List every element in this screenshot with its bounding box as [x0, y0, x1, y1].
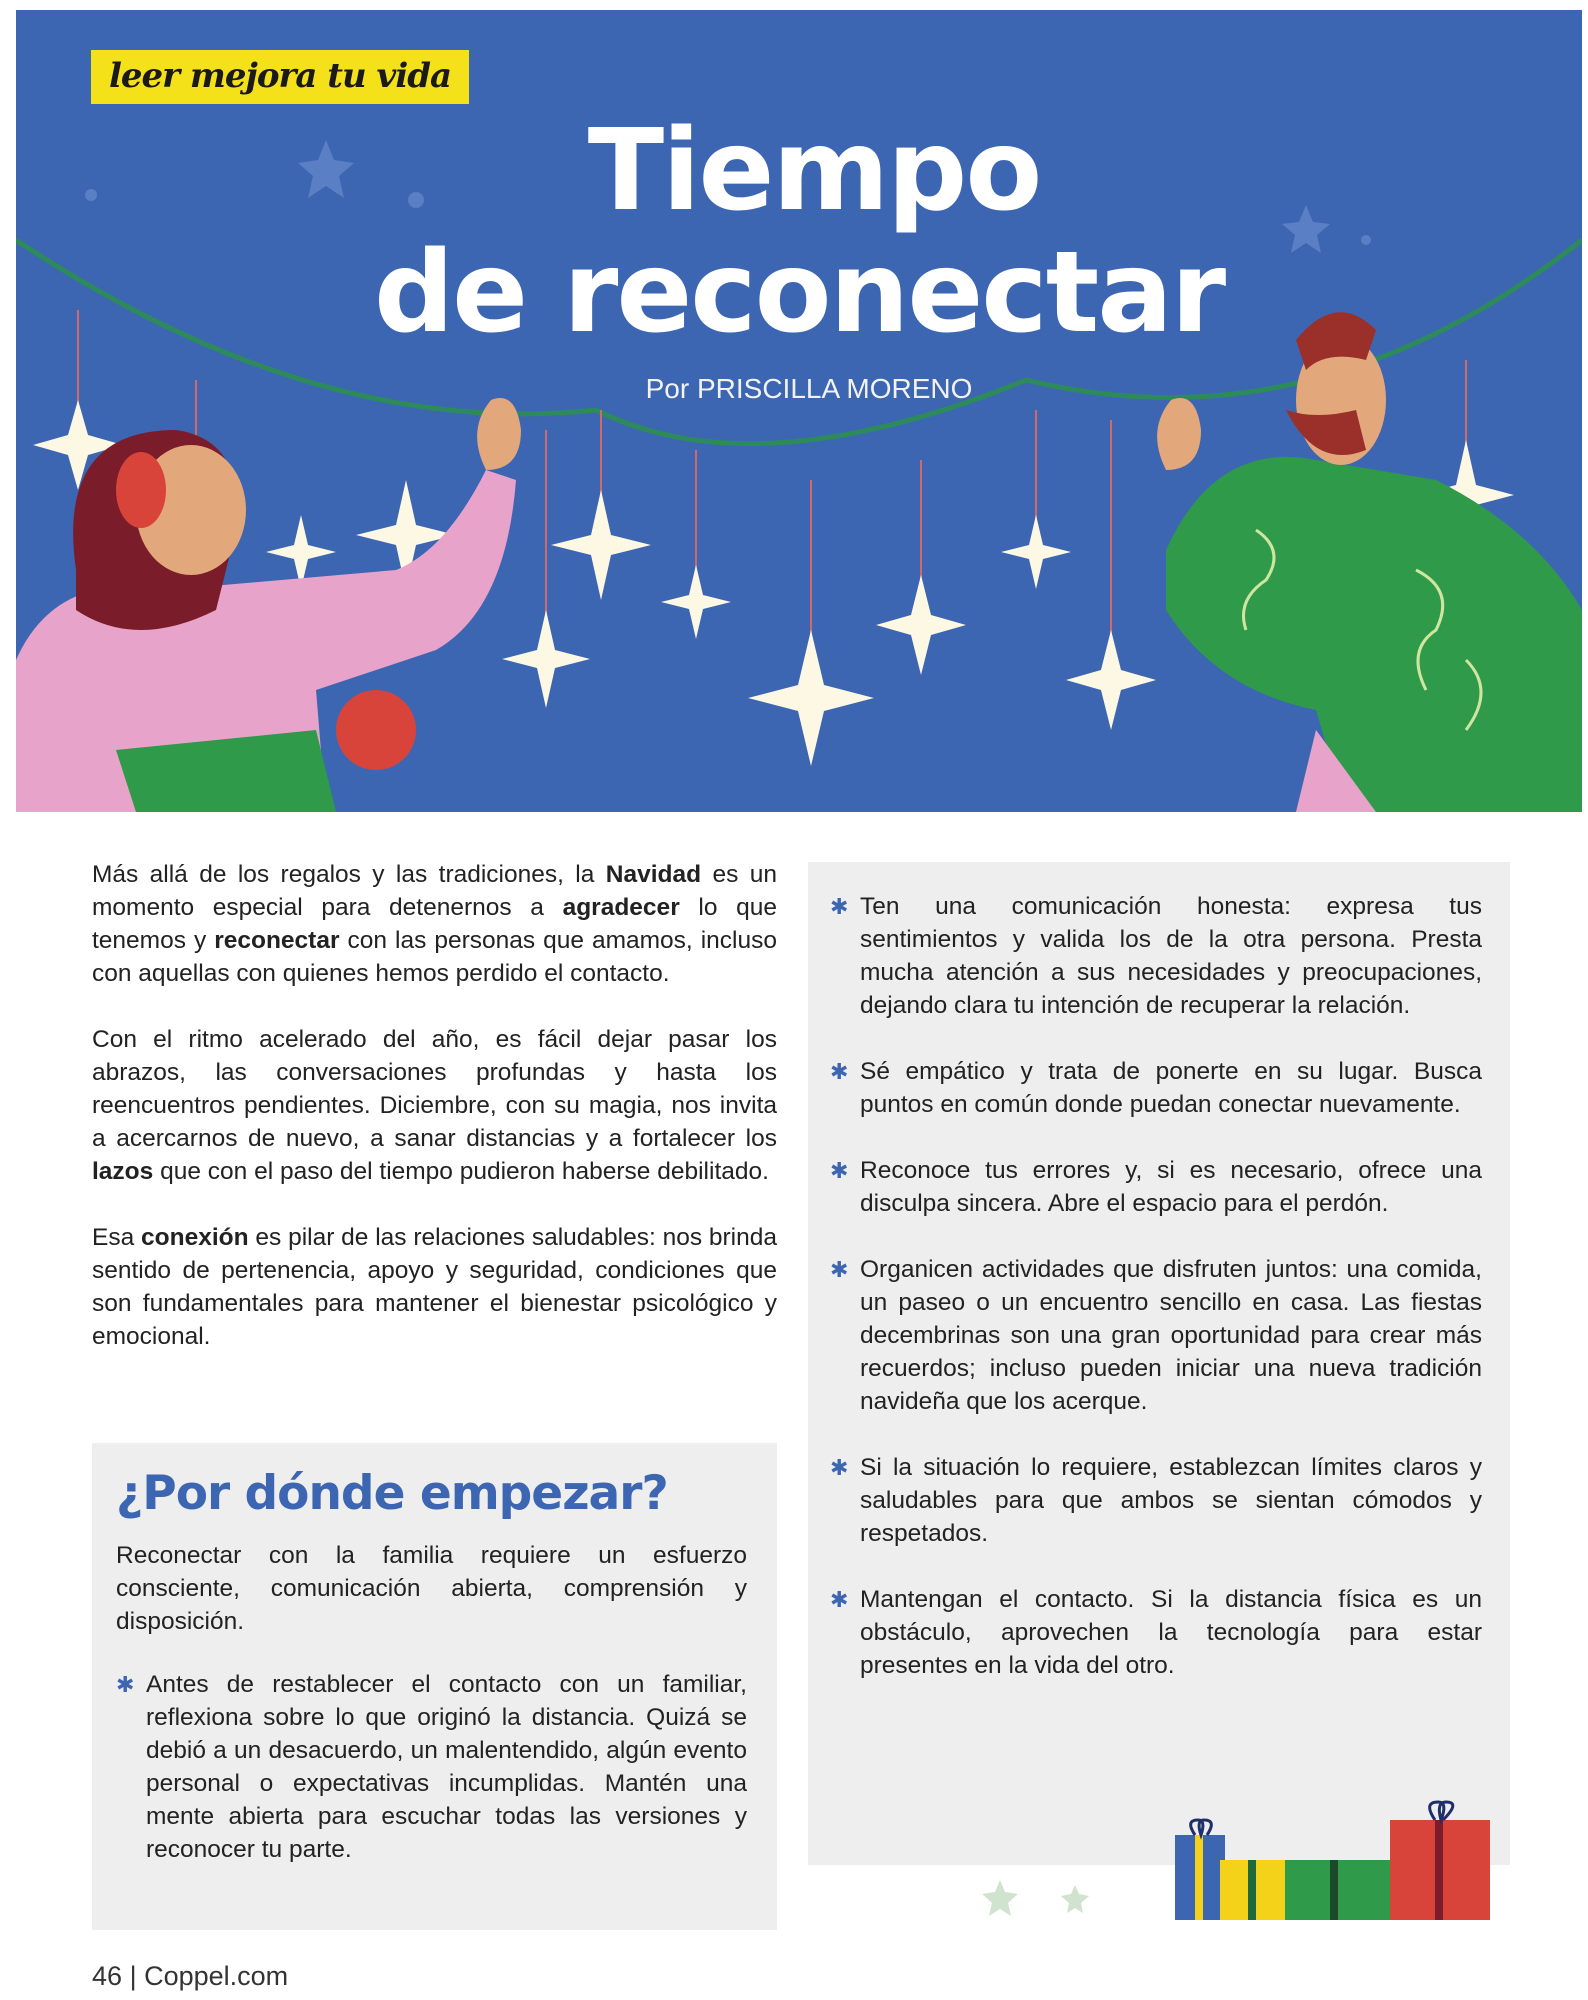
box-lead: Reconectar con la familia requiere un esfuerzo consciente, comunicación abierta, comprensión y disposición. [116, 1542, 747, 1635]
tip-text: Sé empático y trata de ponerte en su lugar. Busca puntos en común donde puedan conectar nuevamente. [860, 1058, 1482, 1118]
title-line-2: de reconectar [373, 228, 1225, 358]
tip-text: Mantengan el contacto. Si la distancia física es un obstáculo, aprovechen la tecnología para estar presentes en la vida del otro. [860, 1586, 1482, 1679]
asterisk-bullet-icon: ✱ [830, 1587, 849, 1612]
emphasized-text: conexión [141, 1224, 249, 1251]
text-run: es un momento especial para detenernos a [92, 861, 777, 921]
text-run: Con el ritmo acelerado del año, es fácil dejar pasar los abrazos, las conversaciones profundas y hasta los reencuentros pendientes. Diciembre, con su magia, nos invita a acercarnos de nuevo, a sanar distancias y a fortalecer los [92, 1026, 777, 1152]
tip-text: Si la situación lo requiere, establezcan límites claros y saludables para que ambos se sientan cómodos y respetados. [860, 1454, 1482, 1547]
tip-item [830, 1583, 1482, 1682]
asterisk-bullet-icon: ✱ [830, 1059, 849, 1084]
where-to-start-box [92, 1443, 777, 1930]
tip-text: Ten una comunicación honesta: expresa tus sentimientos y valida los de la otra persona. Presta mucha atención a sus necesidades y preocupaciones, dejando clara tu intención de recuperar la relación. [860, 893, 1482, 1019]
tip-item [830, 890, 1482, 1022]
footer-separator: | [129, 1961, 137, 1991]
section-tag: leer mejora tu vida [91, 50, 469, 104]
intro-paragraph [92, 1221, 777, 1353]
intro-paragraph [92, 858, 777, 990]
emphasized-text: lazos [92, 1158, 154, 1185]
tip-item [830, 1154, 1482, 1220]
emphasized-text: agradecer [562, 894, 680, 921]
intro-paragraph [92, 1023, 777, 1188]
woman-figure [16, 398, 521, 812]
intro-column [92, 858, 777, 1386]
hero-banner [16, 10, 1582, 812]
page-number: 46 [92, 1961, 123, 1991]
asterisk-bullet-icon: ✱ [830, 1158, 849, 1183]
asterisk-bullet-icon: ✱ [116, 1672, 135, 1697]
text-run: que con el paso del tiempo pudieron haberse debilitado. [153, 1158, 769, 1185]
author-byline: Por PRISCILLA MORENO [645, 373, 973, 404]
text-run: Más allá de los regalos y las tradiciones, la [92, 861, 606, 888]
tips-box [808, 862, 1510, 1865]
tip-item [830, 1253, 1482, 1418]
text-run: lo que tenemos y [92, 894, 778, 954]
bullet-text: Antes de restablecer el contacto con un familiar, reflexiona sobre lo que originó la distancia. Quizá se debió a un desacuerdo, un malentendido, algún evento personal o expectativas incumplidas. Mantén una mente abierta para escuchar todas las versiones y reconocer tu parte. [146, 1671, 747, 1863]
tip-text: Organicen actividades que disfruten juntos: una comida, un paseo o un encuentro sencillo en casa. Las fiestas decembrinas son una gran oportunidad para crear más recuerdos; incluso pueden iniciar una nueva tradición navideña que los acerque. [860, 1256, 1482, 1415]
page-footer [92, 1960, 288, 1992]
asterisk-bullet-icon: ✱ [830, 894, 849, 919]
emphasized-text: Navidad [605, 861, 702, 888]
text-run: con las personas que amamos, incluso con aquellas con quienes hemos perdido el contacto. [92, 927, 777, 987]
title-line-1: Tiempo [587, 106, 1041, 236]
gift-boxes-icon [980, 1790, 1520, 1940]
asterisk-bullet-icon: ✱ [830, 1257, 849, 1282]
text-run: es pilar de las relaciones saludables: nos brinda sentido de pertenencia, apoyo y seguridad, condiciones que son fundamentales para mantener el bienestar psicológico y emocional. [92, 1224, 778, 1350]
site-link[interactable]: Coppel.com [144, 1961, 289, 1991]
emphasized-text: reconectar [214, 927, 340, 954]
box-heading: ¿Por dónde empezar? [116, 1466, 668, 1521]
article-title [16, 106, 1582, 358]
tip-item [830, 1055, 1482, 1121]
asterisk-bullet-icon: ✱ [830, 1455, 849, 1480]
box-bullet [116, 1668, 747, 1866]
text-run: Esa [92, 1224, 142, 1251]
tip-item [830, 1451, 1482, 1550]
tip-text: Reconoce tus errores y, si es necesario, ofrece una disculpa sincera. Abre el espacio para el perdón. [860, 1157, 1482, 1217]
